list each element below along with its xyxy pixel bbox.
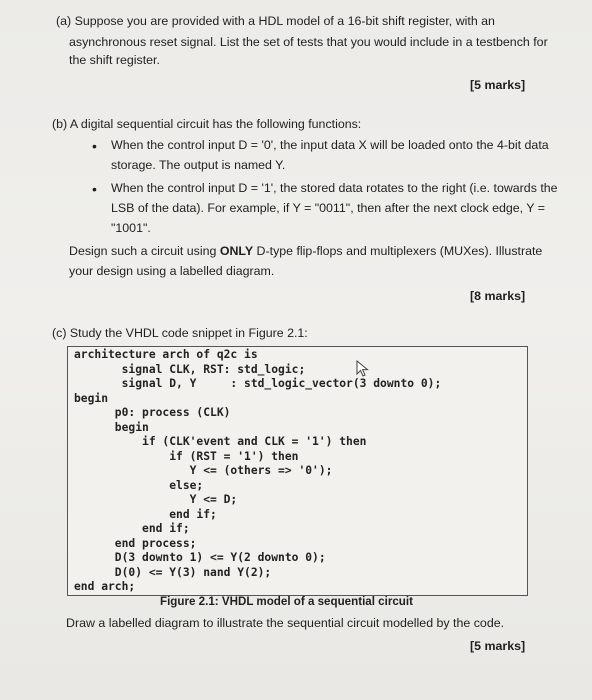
code-line-14: end process; <box>74 536 197 550</box>
code-line-9: Y <= (others => '0'); <box>74 464 333 477</box>
part-c-instruction: Draw a labelled diagram to illustrate the sequential circuit modelled by the code. <box>66 616 505 630</box>
code-line-13: end if; <box>74 522 190 535</box>
part-a-line-2: asynchronous reset signal. List the set of tests that you would include in a testbench for <box>69 35 548 49</box>
code-line-17: end arch; <box>74 580 136 593</box>
part-b-bullet-2-line-3: "1001". <box>111 221 151 235</box>
part-b-bullet-2-line-2: LSB of the data). For example, if Y = "0011", then after the next clock edge, Y = <box>111 201 546 215</box>
part-b-bullet-1-line-1: When the control input D = '0', the input data X will be loaded onto the 4-bit data <box>111 138 549 152</box>
part-a-line-1: (a) Suppose you are provided with a HDL model of a 16-bit shift register, with an <box>56 14 495 28</box>
code-line-12: end if; <box>74 507 217 521</box>
part-b-intro: (b) A digital sequential circuit has the following functions: <box>52 117 362 131</box>
part-b-marks: [8 marks] <box>470 289 526 303</box>
part-b-bullet-1-line-2: storage. The output is named Y. <box>111 158 286 172</box>
code-line-6: begin <box>74 420 149 434</box>
figure-caption: Figure 2.1: VHDL model of a sequential circuit <box>160 595 413 608</box>
part-a-marks: [5 marks] <box>470 78 526 92</box>
part-b-bullet-2-line-1: When the control input D = '1', the stored data rotates to the right (i.e. towards the <box>111 181 558 195</box>
code-line-2: signal CLK, RST: std_logic; <box>74 362 306 376</box>
code-line-16: D(0) <= Y(3) nand Y(2); <box>74 565 272 579</box>
code-line-1: architecture arch of q2c is <box>74 348 258 361</box>
design-text-only: ONLY <box>219 244 254 258</box>
part-b-design-line-1 <box>69 242 542 260</box>
code-line-3: signal D, Y : std_logic_vector(3 downto 0); <box>74 377 442 390</box>
code-line-5: p0: process (CLK) <box>74 406 231 419</box>
part-c-marks: [5 marks] <box>470 639 526 653</box>
part-b-design-line-2: your design using a labelled diagram. <box>69 264 275 278</box>
code-listing-box <box>67 346 528 596</box>
code-line-15: D(3 downto 1) <= Y(2 downto 0); <box>74 551 326 564</box>
part-a-line-3: the shift register. <box>69 53 160 67</box>
code-line-10: else; <box>74 478 204 492</box>
code-line-4: begin <box>74 391 109 405</box>
bullet-1: • <box>92 138 97 154</box>
code-line-7: if (CLK'event and CLK = '1') then <box>74 435 367 448</box>
code-line-11: Y <= D; <box>74 493 238 506</box>
code-line-8: if (RST = '1') then <box>74 449 299 463</box>
design-text-post: D-type flip-flops and multiplexers (MUXes). Illustrate <box>253 244 543 258</box>
mouse-pointer-icon <box>356 360 370 383</box>
design-text-pre: Design such a circuit using <box>69 244 220 258</box>
part-c-intro: (c) Study the VHDL code snippet in Figure 2.1: <box>52 326 308 340</box>
bullet-2: • <box>92 181 97 197</box>
